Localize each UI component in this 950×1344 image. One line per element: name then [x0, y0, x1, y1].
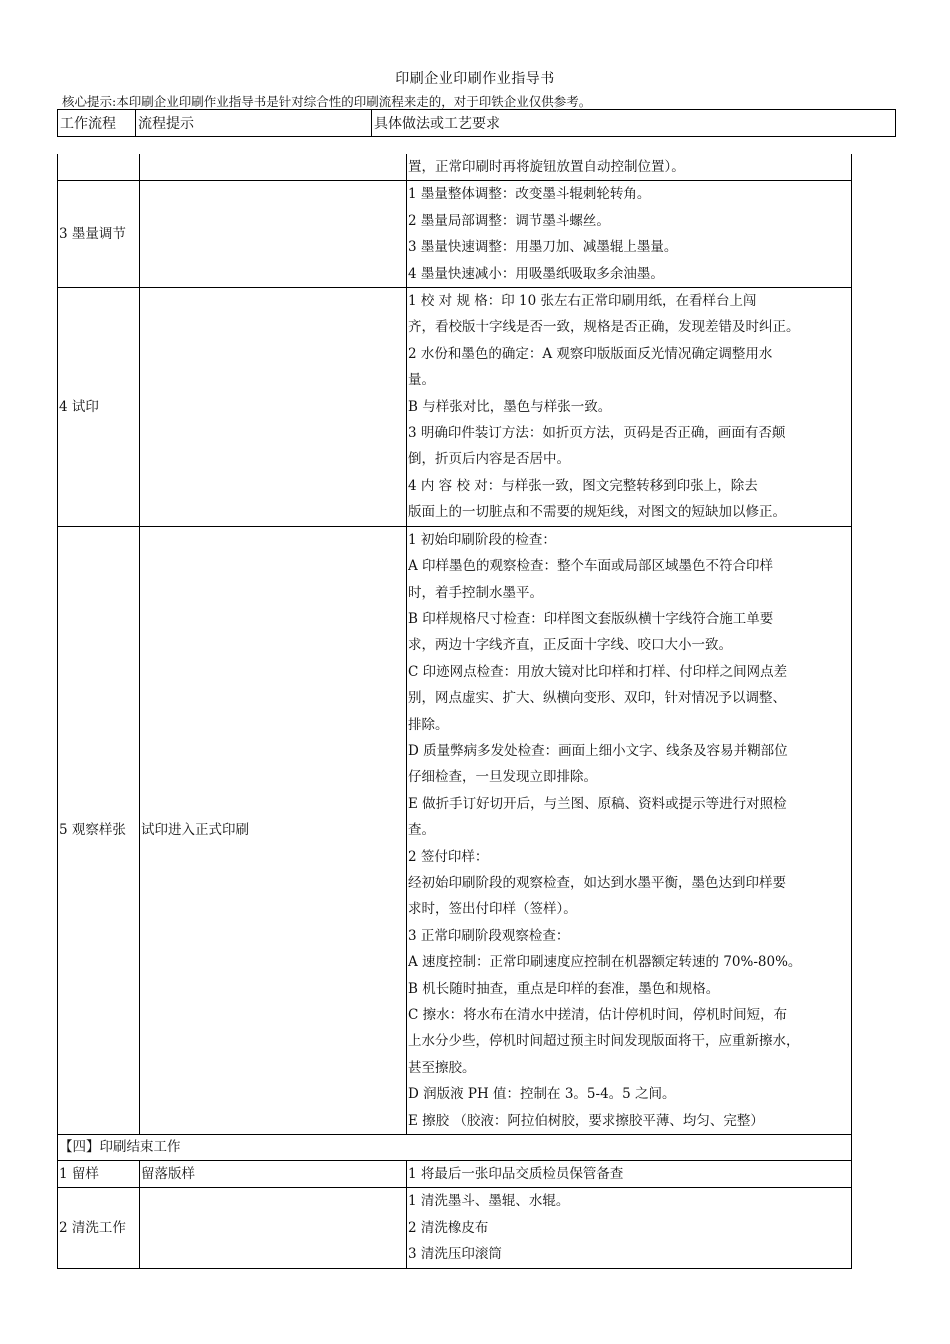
header-detail: 具体做法或工艺要求 [372, 110, 896, 137]
process-detail [407, 288, 852, 527]
process-detail [407, 1188, 852, 1268]
process-tip [140, 1188, 407, 1268]
process-detail [407, 1161, 852, 1188]
process-tip: 试印进入正式印刷 [140, 526, 407, 1134]
detail-line: 上水分少些，停机时间超过预主时间发现版面将干，应重新擦水， [408, 1033, 800, 1050]
detail-line: 齐，看校版十字线是否一致，规格是否正确，发现差错及时纠正。 [408, 319, 800, 336]
detail-line: C 擦水：将水布在清水中搓清，估计停机时间，停机时间短，布 [408, 1007, 788, 1023]
header-table [57, 109, 896, 137]
core-hint: 核心提示:本印刷企业印刷作业指导书是针对综合性的印刷流程来走的，对于印铁企业仅供参考。 [62, 94, 592, 109]
detail-line: B 与样张对比，墨色与样张一致。 [408, 398, 612, 415]
detail-line: 1 初始印刷阶段的检查： [408, 531, 556, 548]
document-title: 印刷企业印刷作业指导书 [395, 71, 555, 87]
detail-line: 求时，签出付印样（签样）。 [408, 901, 577, 918]
workflow-step [58, 154, 140, 181]
detail-line: 1 校 对 规 格：印 10 张左右正常印刷用纸，在看样台上闯 [408, 293, 757, 310]
detail-line: A 印样墨色的观察检查：整个车面或局部区域墨色不符合印样 [408, 558, 774, 575]
detail-line: B 机长随时抽查，重点是印样的套准，墨色和规格。 [408, 980, 720, 997]
process-tip [140, 288, 407, 527]
detail-line: 2 墨量局部调整：调节墨斗螺丝。 [408, 212, 610, 229]
detail-line: 2 清洗橡皮布 [408, 1219, 489, 1236]
detail-line: 3 清洗压印滚筒 [408, 1246, 502, 1263]
section-title [58, 1135, 852, 1161]
detail-line: 排除。 [408, 716, 449, 733]
detail-line: 2 签付印样： [408, 848, 489, 865]
detail-line: D 质量弊病多发处检查：画面上细小文字、线条及容易并糊部位 [408, 742, 788, 759]
header-workflow: 工作流程 [58, 110, 136, 137]
workflow-step: 1 留样 [58, 1161, 140, 1188]
detail-line: 版面上的一切脏点和不需要的规矩线，对图文的短缺加以修正。 [408, 504, 786, 521]
process-tip [140, 154, 407, 181]
process-table [57, 154, 852, 1269]
table-row [58, 181, 852, 288]
detail-line: E 擦胶 （胶液：阿拉伯树胶，要求擦胶平薄、均匀、完整） [408, 1112, 764, 1129]
table-row [58, 526, 852, 1134]
workflow-step: 4 试印 [58, 288, 140, 527]
detail-line: 时，着手控制水墨平。 [408, 584, 543, 601]
section-row [58, 1135, 852, 1161]
table-row [58, 1161, 852, 1188]
detail-line: 3 正常印刷阶段观察检查： [408, 927, 570, 944]
detail-line: 4 墨量快速减小：用吸墨纸吸取多余油墨。 [408, 265, 664, 282]
header-tip: 流程提示 [136, 110, 372, 137]
detail-line: D 润版液 PH 值：控制在 3。5-4。5 之间。 [408, 1086, 676, 1103]
process-tip: 留落版样 [140, 1161, 407, 1188]
table-row [58, 1188, 852, 1268]
detail-line: 量。 [408, 372, 435, 389]
detail-line: 查。 [408, 822, 435, 839]
detail-line: 倒，折页后内容是否居中。 [408, 451, 570, 468]
detail-line: 4 内 容 校 对：与样张一致，图文完整转移到印张上，除去 [408, 477, 758, 494]
detail-line: 置，正常印刷时再将旋钮放置自动控制位置）。 [408, 159, 685, 175]
detail-line: E 做折手订好切开后，与兰图、原稿、资料或提示等进行对照检 [408, 795, 787, 812]
detail-line: C 印迹网点检查：用放大镜对比印样和打样、付印样之间网点差 [408, 663, 788, 680]
workflow-step: 3 墨量调节 [58, 181, 140, 288]
process-detail [407, 181, 852, 288]
detail-line: 3 墨量快速调整：用墨刀加、减墨辊上墨量。 [408, 239, 678, 256]
section-title-text: 【四】印刷结束工作 [59, 1139, 181, 1156]
workflow-step: 2 清洗工作 [58, 1188, 140, 1268]
detail-line: 1 墨量整体调整：改变墨斗辊刺轮转角。 [408, 186, 651, 203]
table-row [58, 288, 852, 527]
workflow-step: 5 观察样张 [58, 526, 140, 1134]
detail-line: 经初始印刷阶段的观察检查，如达到水墨平衡，墨色达到印样要 [408, 874, 786, 891]
detail-line: 求，两边十字线齐直，正反面十字线、咬口大小一致。 [408, 637, 732, 654]
detail-line: A 速度控制：正常印刷速度应控制在机器额定转速的 70%-80%。 [408, 954, 802, 971]
detail-line: 1 清洗墨斗、墨辊、水辊。 [408, 1193, 570, 1210]
detail-line: 别，网点虚实、扩大、纵横向变形、双印，针对情况予以调整、 [408, 690, 786, 707]
detail-line: 1 将最后一张印品交质检员保管备查 [408, 1166, 624, 1183]
process-tip [140, 181, 407, 288]
header-row [58, 110, 896, 137]
detail-line: 仔细检查，一旦发现立即排除。 [408, 769, 597, 786]
process-detail [407, 154, 852, 181]
detail-line: B 印样规格尺寸检查：印样图文套版纵横十字线符合施工单要 [408, 610, 774, 627]
table-row [58, 154, 852, 181]
detail-line: 甚至擦胶。 [408, 1059, 476, 1076]
detail-line: 3 明确印件装订方法：如折页方法，页码是否正确，画面有否颠 [408, 425, 786, 442]
detail-line: 2 水份和墨色的确定：A 观察印版版面反光情况确定调整用水 [408, 345, 773, 362]
process-detail [407, 526, 852, 1134]
